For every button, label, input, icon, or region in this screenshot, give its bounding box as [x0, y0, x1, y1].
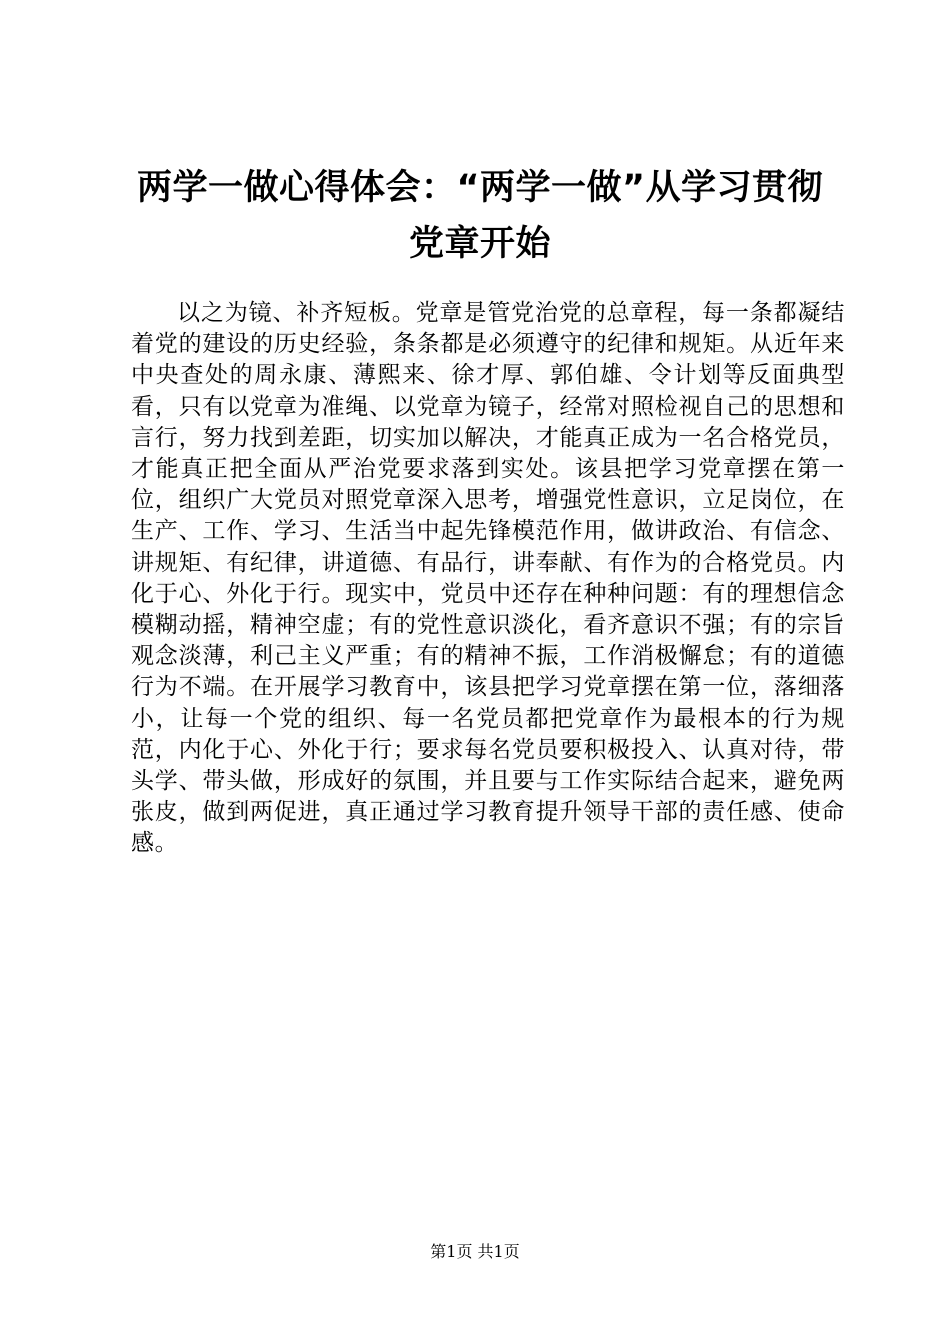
- document-title-line-2: 党章开始: [408, 224, 551, 264]
- document-title-line-1: 两学一做心得体会：“两学一做”从学习贯彻: [136, 168, 823, 208]
- document-title: [110, 160, 850, 272]
- page-number-footer: 第1页 共1页: [430, 1242, 520, 1261]
- document-body-paragraph: 以之为镜、补齐短板。党章是管党治党的总章程，每一条都凝结着党的建设的历史经验，条条都是必须遵守的纪律和规矩。从近年来中央查处的周永康、薄熙来、徐才厚、郭伯雄、令计划等反面典型看，只有以党章为准绳、以党章为镜子，经常对照检视自己的思想和言行，努力找到差距，切实加以解决，才能真正成为一名合格党员，才能真正把全面从严治党要求落到实处。该县把学习党章摆在第一位，组织广大党员对照党章深入思考，增强党性意识，立足岗位，在生产、工作、学习、生活当中起先锋模范作用，做讲政治、有信念、讲规矩、有纪律，讲道德、有品行，讲奉献、有作为的合格党员。内化于心、外化于行。现实中，党员中还存在种种问题：有的理想信念模糊动摇，精神空虚；有的党性意识淡化，看齐意识不强；有的宗旨观念淡薄，利己主义严重；有的精神不振，工作消极懈怠；有的道德行为不端。在开展学习教育中，该县把学习党章摆在第一位，落细落小，让每一个党的组织、每一名党员都把党章作为最根本的行为规范，内化于心、外化于行；要求每名党员要积极投入、认真对待，带头学、带头做，形成好的氛围，并且要与工作实际结合起来，避免两张皮，做到两促进，真正通过学习教育提升领导干部的责任感、使命感。: [131, 300, 845, 857]
